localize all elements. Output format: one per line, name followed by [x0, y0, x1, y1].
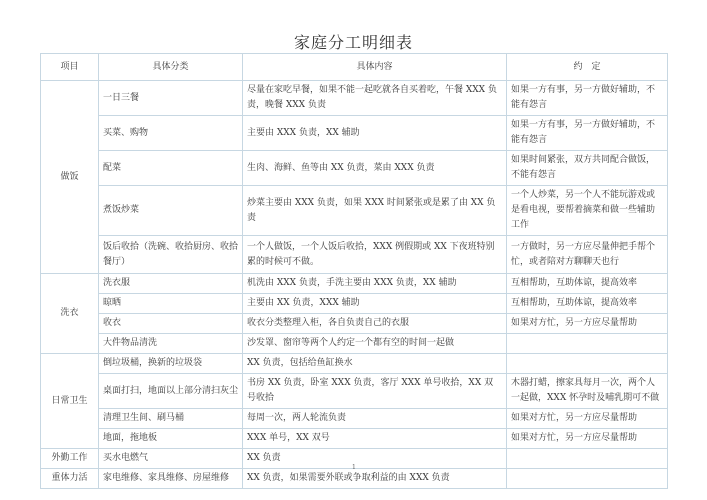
subcategory-cell: 大件物品清洗 — [99, 334, 243, 354]
subcategory-cell: 饭后收拾（洗碗、收拾厨房、收拾餐厅） — [99, 236, 243, 274]
table-row — [41, 236, 668, 274]
subcategory-cell: 配菜 — [99, 151, 243, 186]
content-cell: 收衣分类整理入柜，各自负责自己的衣服 — [243, 314, 507, 334]
agreement-cell — [507, 469, 668, 489]
subcategory-cell: 清理卫生间、刷马桶 — [99, 409, 243, 429]
subcategory-cell: 买水电燃气 — [99, 449, 243, 469]
table-row — [41, 469, 668, 489]
category-cell: 外勤工作 — [41, 449, 99, 469]
header-content: 具体内容 — [243, 54, 507, 81]
document-title: 家庭分工明细表 — [293, 33, 413, 52]
table-row — [41, 409, 668, 429]
subcategory-cell: 桌面打扫，地面以上部分清扫灰尘 — [99, 374, 243, 409]
header-agreement: 约 定 — [507, 54, 668, 81]
table-row — [41, 151, 668, 186]
subcategory-cell: 家电维修、家具维修、房屋维修 — [99, 469, 243, 489]
header-item: 项目 — [41, 54, 99, 81]
agreement-cell — [507, 449, 668, 469]
header-subcategory: 具体分类 — [99, 54, 243, 81]
agreement-cell: 如果时间紧张，双方共同配合做饭，不能有怨言 — [507, 151, 668, 186]
agreement-cell: 如果一方有事，另一方做好辅助，不能有怨言 — [507, 81, 668, 116]
agreement-cell: 如果对方忙，另一方应尽量帮助 — [507, 314, 668, 334]
category-cell: 洗衣 — [41, 274, 99, 354]
content-cell: XX 负责，包括给鱼缸换水 — [243, 354, 507, 374]
table-row — [41, 314, 668, 334]
agreement-cell: 互相帮助，互助体谅，提高效率 — [507, 274, 668, 294]
category-cell: 日常卫生 — [41, 354, 99, 449]
table-row — [41, 354, 668, 374]
content-cell: 沙发罩、窗帘等两个人约定一个都有空的时间一起做 — [243, 334, 507, 354]
table-row — [41, 116, 668, 151]
content-cell: 生肉、海鲜、鱼等由 XX 负责，菜由 XXX 负责 — [243, 151, 507, 186]
category-cell: 重体力活 — [41, 469, 99, 489]
subcategory-cell: 地面，拖地板 — [99, 429, 243, 449]
content-cell: 书房 XX 负责，卧室 XXX 负责，客厅 XXX 单号收拾，XX 双号收拾 — [243, 374, 507, 409]
subcategory-cell: 买菜、购物 — [99, 116, 243, 151]
content-cell: 主要由 XX 负责，XXX 辅助 — [243, 294, 507, 314]
agreement-cell: 一个人炒菜，另一个人不能玩游戏或是看电视，要帮着摘菜和做一些辅助工作 — [507, 186, 668, 236]
agreement-cell: 如果对方忙，另一方应尽量帮助 — [507, 409, 668, 429]
agreement-cell: 如果一方有事，另一方做好辅助，不能有怨言 — [507, 116, 668, 151]
subcategory-cell: 一日三餐 — [99, 81, 243, 116]
content-cell: 每周一次，两人轮流负责 — [243, 409, 507, 429]
content-cell: XX 负责，如果需要外联或争取利益的由 XXX 负责 — [243, 469, 507, 489]
content-cell: 一个人做饭，一个人饭后收拾，XXX 例假期或 XX 下夜班特别累的时候可不做。 — [243, 236, 507, 274]
household-duty-table — [40, 53, 668, 489]
agreement-cell: 一方做时，另一方应尽量伸把手帮个忙，或者陪对方聊聊天也行 — [507, 236, 668, 274]
agreement-cell — [507, 354, 668, 374]
table-row — [41, 186, 668, 236]
page-number: 1 — [352, 464, 356, 471]
content-cell: XX 负责 — [243, 449, 507, 469]
table-row — [41, 429, 668, 449]
subcategory-cell: 晾晒 — [99, 294, 243, 314]
subcategory-cell: 倒垃圾桶，换新的垃圾袋 — [99, 354, 243, 374]
agreement-cell: 木器打蜡，擦家具每月一次，两个人一起做，XXX 怀孕时及哺乳期可不做 — [507, 374, 668, 409]
table-row — [41, 294, 668, 314]
subcategory-cell: 洗衣服 — [99, 274, 243, 294]
agreement-cell: 如果对方忙，另一方应尽量帮助 — [507, 429, 668, 449]
subcategory-cell: 收衣 — [99, 314, 243, 334]
content-cell: 炒菜主要由 XXX 负责，如果 XXX 时间紧张或是累了由 XX 负责 — [243, 186, 507, 236]
agreement-cell — [507, 334, 668, 354]
subcategory-cell: 煮饭炒菜 — [99, 186, 243, 236]
table-row — [41, 81, 668, 116]
content-cell: XXX 单号，XX 双号 — [243, 429, 507, 449]
category-cell: 做饭 — [41, 81, 99, 274]
table-header-row — [41, 54, 668, 81]
content-cell: 机洗由 XXX 负责，手洗主要由 XXX 负责，XX 辅助 — [243, 274, 507, 294]
content-cell: 主要由 XXX 负责，XX 辅助 — [243, 116, 507, 151]
agreement-cell: 互相帮助，互助体谅，提高效率 — [507, 294, 668, 314]
content-cell: 尽量在家吃早餐，如果不能一起吃就各自买着吃，午餐 XXX 负责，晚餐 XXX 负责 — [243, 81, 507, 116]
table-row — [41, 374, 668, 409]
table-row — [41, 274, 668, 294]
table-row — [41, 334, 668, 354]
